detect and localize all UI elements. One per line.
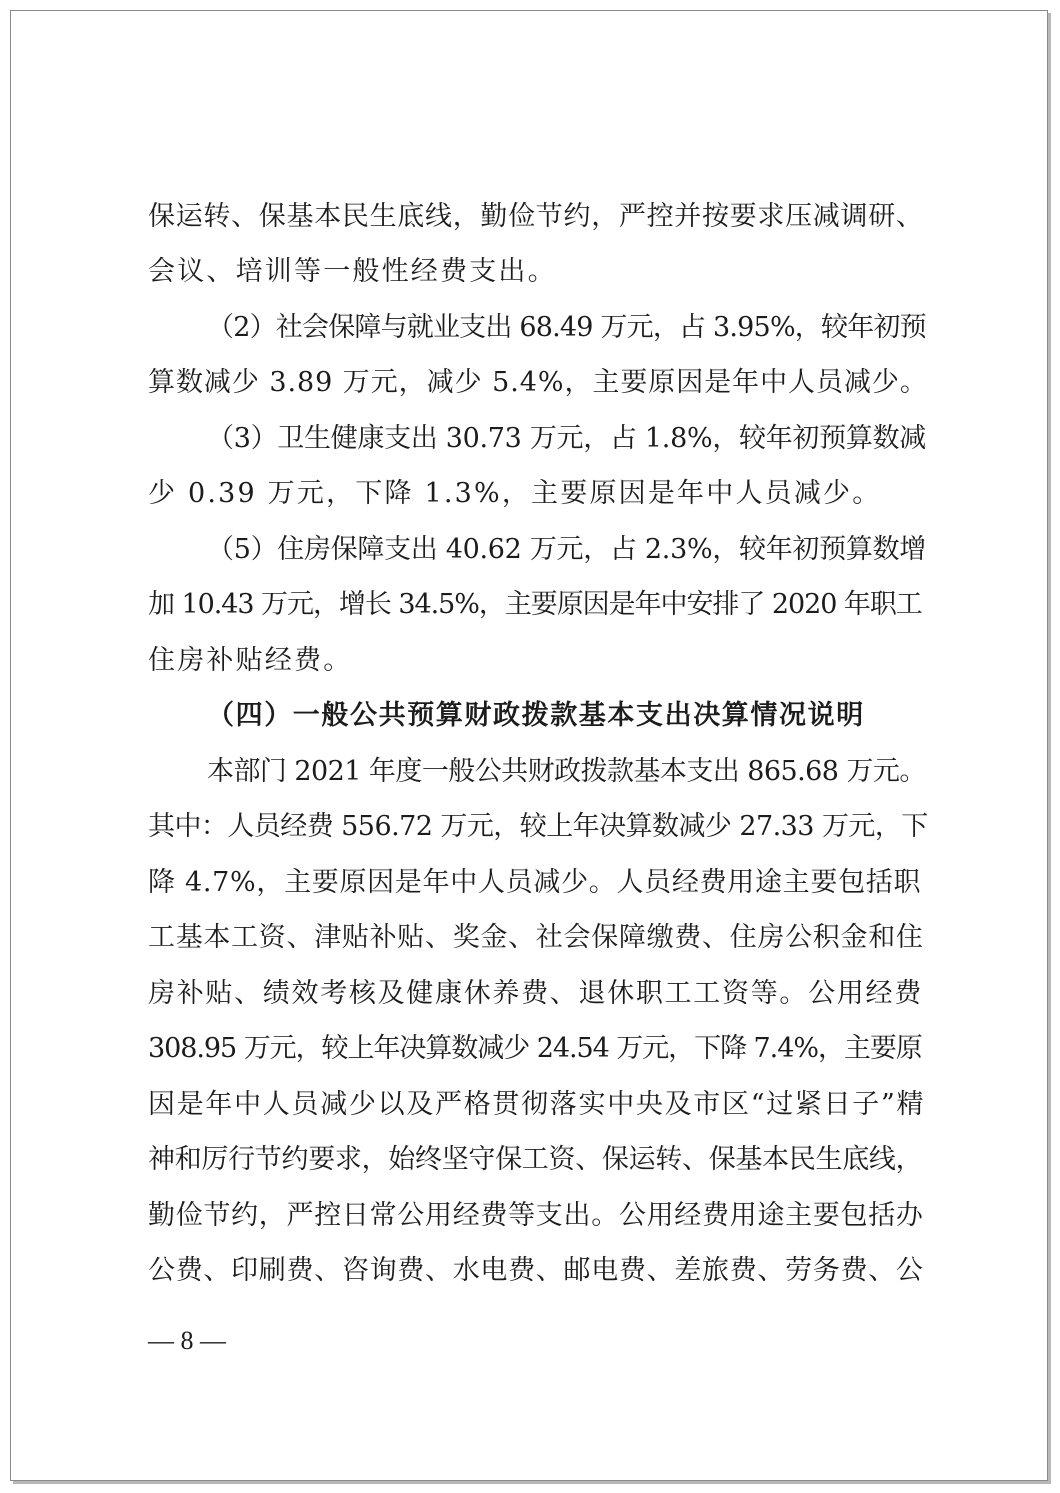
body-line-17: 因是年中人员减少以及严格贯彻落实中央及市区“过紧日子”精	[148, 1089, 926, 1120]
body-line-14: 工基本工资、津贴补贴、奖金、社会保障缴费、住房公积金和住	[148, 922, 924, 953]
body-line-18: 神和厉行节约要求，始终坚守保工资、保运转、保基本民生底线，	[148, 1144, 923, 1175]
body-line-19: 勤俭节约，严控日常公用经费等支出。公用经费用途主要包括办	[148, 1200, 924, 1231]
body-line-6: 少 0.39 万元，下降 1.3%，主要原因是年中人员减少。	[148, 478, 882, 509]
body-line-9: 住房补贴经费。	[148, 645, 353, 676]
body-line-4: 算数减少 3.89 万元，减少 5.4%，主要原因是年中人员减少。	[148, 367, 928, 398]
body-line-13: 降 4.7%，主要原因是年中人员减少。人员经费用途主要包括职	[148, 867, 922, 898]
body-line-20: 公费、印刷费、咨询费、水电费、邮电费、差旅费、劳务费、公	[148, 1255, 924, 1286]
body-line-3: （2）社会保障与就业支出 68.49 万元，占 3.95%，较年初预	[207, 312, 926, 343]
section-heading: （四）一般公共预算财政拨款基本支出决算情况说明	[207, 700, 865, 731]
body-line-8: 加 10.43 万元，增长 34.5%，主要原因是年中安排了 2020 年职工	[148, 589, 922, 620]
body-line-1: 保运转、保基本民生底线，勤俭节约，严控并按要求压减调研、	[148, 201, 924, 232]
body-line-5: （3）卫生健康支出 30.73 万元，占 1.8%，较年初预算数减	[207, 423, 926, 454]
page-number: — 8 —	[148, 1326, 226, 1355]
body-line-11: 本部门 2021 年度一般公共财政拨款基本支出 865.68 万元。	[207, 756, 926, 787]
body-line-7: （5）住房保障支出 40.62 万元，占 2.3%，较年初预算数增	[207, 534, 926, 565]
body-line-2: 会议、培训等一般性经费支出。	[148, 256, 557, 287]
body-line-15: 房补贴、绩效考核及健康休养费、退休职工工资等。公用经费	[148, 978, 923, 1009]
body-line-16: 308.95 万元，较上年决算数减少 24.54 万元，下降 7.4%，主要原	[148, 1033, 922, 1064]
body-line-12: 其中：人员经费 556.72 万元，较上年决算数减少 27.33 万元，下	[148, 811, 928, 842]
